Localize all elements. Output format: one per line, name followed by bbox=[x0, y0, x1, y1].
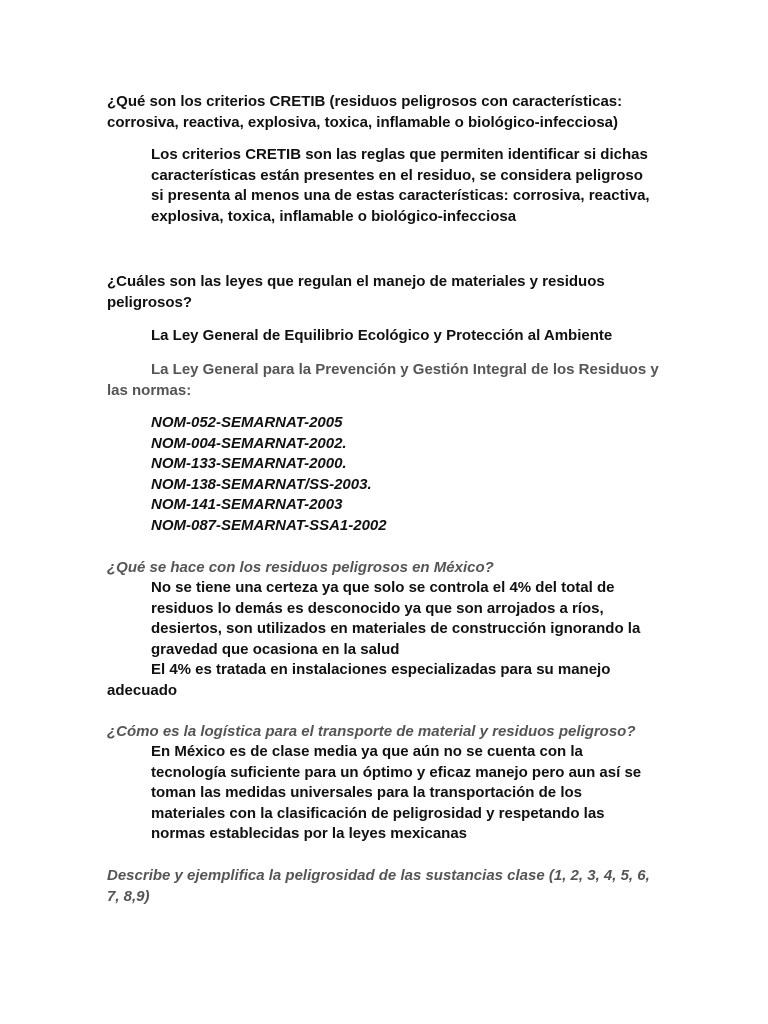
text-line: gravedad que ocasiona en la salud bbox=[151, 640, 400, 658]
text-line: materiales con la clasificación de peligrosidad y respetando las bbox=[151, 804, 605, 822]
question-laws bbox=[107, 272, 605, 313]
text-line: características están presentes en el residuo, se considera peligroso bbox=[151, 166, 643, 184]
text-line: si presenta al menos una de estas características: corrosiva, reactiva, bbox=[151, 187, 650, 204]
text-line: No se tiene una certeza ya que solo se controla el 4% del total de bbox=[151, 579, 615, 596]
question-cretib bbox=[107, 92, 622, 133]
text-line: Los criterios CRETIB son las reglas que permiten identificar si dichas bbox=[151, 146, 648, 163]
text-line: peligrosos? bbox=[107, 293, 193, 311]
nom-item: NOM-087-SEMARNAT-SSA1-2002 bbox=[151, 516, 387, 534]
text-line: adecuado bbox=[107, 681, 178, 699]
question-logistics bbox=[107, 722, 636, 743]
question-hazard-classes bbox=[107, 866, 650, 907]
text-line: ¿Qué son los criterios CRETIB (residuos peligrosos con características: bbox=[107, 93, 623, 110]
text-line: desiertos, son utilizados en materiales de construcción ignorando la bbox=[151, 620, 641, 637]
text-line: las normas: bbox=[107, 381, 192, 399]
question-mexico-waste bbox=[107, 558, 494, 579]
text-line: ¿Cómo es la logística para el transporte de material y residuos peligroso? bbox=[107, 723, 636, 740]
nom-item: NOM-052-SEMARNAT-2005 bbox=[151, 414, 343, 431]
nom-list bbox=[151, 413, 387, 536]
answer-logistics bbox=[151, 742, 641, 845]
text-line: residuos lo demás es desconocido ya que son arrojados a ríos, bbox=[151, 599, 604, 617]
answer-law-prevencion bbox=[107, 360, 659, 401]
nom-item: NOM-004-SEMARNAT-2002. bbox=[151, 434, 347, 452]
text-line: toman las medidas universales para la transportación de los bbox=[151, 784, 582, 801]
nom-item: NOM-141-SEMARNAT-2003 bbox=[151, 496, 343, 513]
text-line: 7, 8,9) bbox=[107, 887, 150, 905]
nom-item: NOM-133-SEMARNAT-2000. bbox=[151, 455, 347, 472]
answer-mexico-waste bbox=[107, 578, 640, 701]
nom-item: NOM-138-SEMARNAT/SS-2003. bbox=[151, 475, 372, 493]
text-line: corrosiva, reactiva, explosiva, toxica, inflamable o biológico-infecciosa) bbox=[107, 113, 619, 131]
answer-cretib bbox=[151, 145, 650, 227]
text-line: ¿Qué se hace con los residuos peligrosos en México? bbox=[107, 559, 494, 576]
text-line: tecnología suficiente para un óptimo y eficaz manejo pero aun así se bbox=[151, 763, 642, 781]
text-line: En México es de clase media ya que aún no se cuenta con la bbox=[151, 743, 583, 760]
text-line: El 4% es tratada en instalaciones especializadas para su manejo bbox=[151, 661, 611, 678]
answer-law-equilibrio bbox=[151, 326, 612, 347]
text-line: normas establecidas por la leyes mexicanas bbox=[151, 825, 468, 842]
text-line: explosiva, toxica, inflamable o biológico-infecciosa bbox=[151, 207, 517, 225]
text-line: ¿Cuáles son las leyes que regulan el manejo de materiales y residuos bbox=[107, 273, 605, 290]
text-line: La Ley General de Equilibrio Ecológico y Protección al Ambiente bbox=[151, 327, 613, 344]
text-line: Describe y ejemplifica la peligrosidad de las sustancias clase (1, 2, 3, 4, 5, 6, bbox=[107, 867, 650, 884]
text-line: La Ley General para la Prevención y Gestión Integral de los Residuos y bbox=[151, 361, 659, 378]
